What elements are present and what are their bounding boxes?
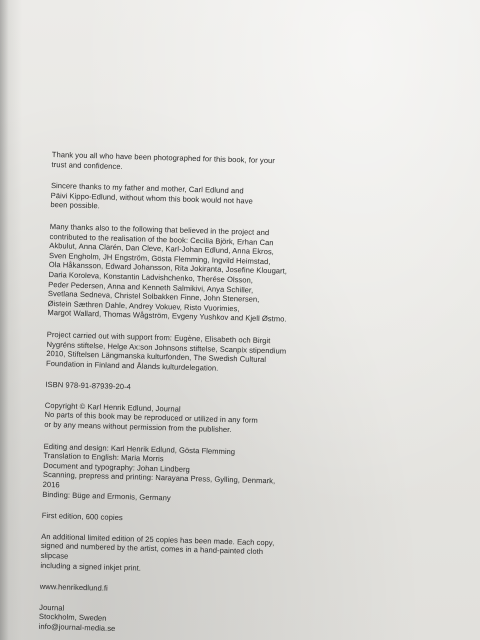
credits-paragraph: Editing and design: Karl Henrik Edlund, Gösta Flemming Translation to English: Maria Morris Document and typography: Johan Lindberg Scanning, prepress and printing: Narayana Press, Gylling, Denmark, 2016 Binding: Büge and Ermonis, Germany xyxy=(42,441,276,503)
parents-thanks-paragraph: Sincere thanks to my father and mother, Carl Edlund and Päivi Kippo-Edlund, without whom this book would not have been possible. xyxy=(50,181,253,211)
page-edge-shadow xyxy=(0,0,22,640)
copyright-paragraph: Copyright © Karl Henrik Edlund, Journal No parts of this book may be reproduced or utilized in any form or by any means without permission from the publisher. xyxy=(44,400,258,435)
acknowledgement-paragraph: Thank you all who have been photographed for this book, for your trust and confidence. xyxy=(51,150,275,171)
contributors-paragraph: Many thanks also to the following that believed in the project and contributed to the realisation of the book: Cecilia Björk, Erhan Can Akbulut, Anna Clarén, Dan Cleve, Karl-Johan Edlund, Anna Ekros, Sven Engholm, JH Engström, Gösta Flemming, Ingvild Heimstad, Ola Håkansson, Edward Johansson, Rita Jokiranta, Josefine Klougart, Daria Koroleva, Konstantin Ladvishchenko, Therése Olsson, Peder Pedersen, Anna and Kenneth Salmikivi, Anya Schiller, Svetlana Sedneva, Christel Solbakken Finne, John Stenersen, Øistein Sæthren Dahle, Andrey Vokuev, Risto Vuorimies, Margot Wallard, Thomas Wågström, Evgeny Yushkov and Kjell Østmo. xyxy=(47,221,288,324)
publisher-address: Journal Stockholm, Sweden info@journal-media.se xyxy=(38,602,116,633)
website-line: www.henrikedlund.fi xyxy=(39,582,108,593)
edition-line: First edition, 600 copies xyxy=(41,511,123,523)
colophon-text-block xyxy=(38,150,302,640)
support-paragraph: Project carried out with support from: Eugène, Elisabeth och Birgit Nygréns stiftelse, Helge Ax:son Johnsons stiftelse, Scanpix stipendium 2010, Stiftelsen Längmanska kulturfonden, The Swedish Cultural Foundation in Finland and Ålands kulturdelegation. xyxy=(45,329,287,373)
limited-edition-paragraph: An additional limited edition of 25 copies has been made. Each copy, signed and numbered by the artist, comes in a hand-painted cloth slipcase including a signed inkjet print. xyxy=(40,531,275,573)
isbn-line: ISBN 978-91-87939-20-4 xyxy=(45,380,131,392)
